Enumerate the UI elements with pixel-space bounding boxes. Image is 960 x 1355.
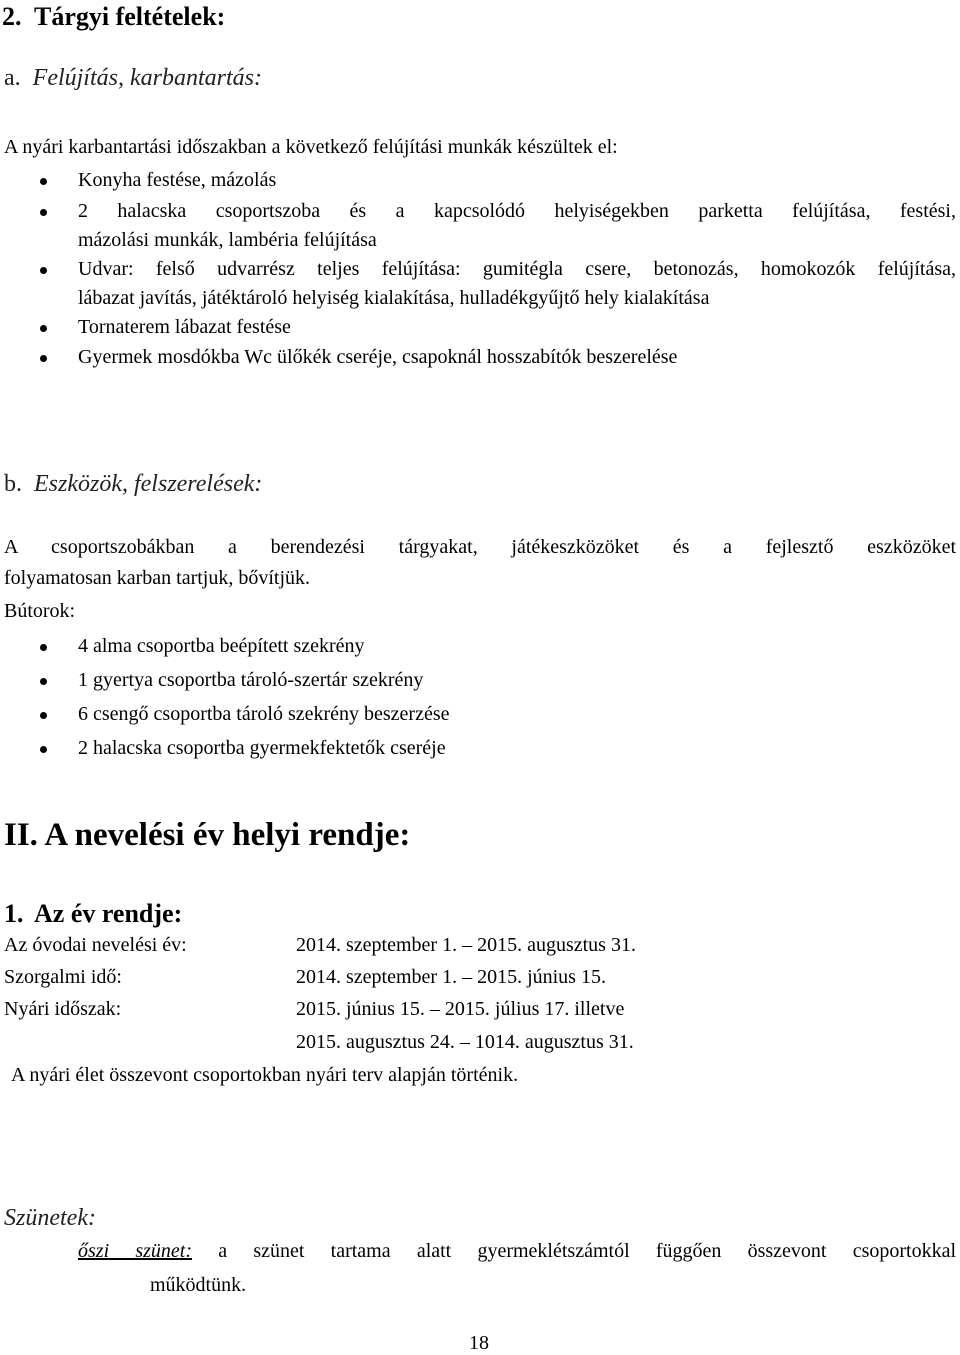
schedule-value: 2014. szeptember 1. – 2015. augusztus 31.	[296, 934, 636, 956]
year-heading-number: 1.	[4, 899, 24, 928]
schedule-value: 2015. június 15. – 2015. július 17. illetve	[296, 998, 625, 1020]
autumn-break-text: a szünet tartama alatt gyermeklétszámtól függően összevont csoportokkal	[218, 1240, 957, 1262]
list-item: 2 halacska csoportba gyermekfektetők cseréje	[78, 737, 446, 759]
autumn-break-term: őszi szünet:	[78, 1240, 193, 1262]
year-heading	[4, 899, 182, 929]
bullet-icon	[40, 678, 47, 685]
section-number: 2.	[2, 2, 22, 31]
furniture-label: Bútorok:	[4, 600, 76, 622]
bullet-icon	[40, 355, 47, 362]
schedule-value: 2015. augusztus 24. – 1014. augusztus 31.	[296, 1031, 634, 1053]
section-heading	[2, 2, 225, 32]
autumn-break-continuation: működtünk.	[150, 1274, 247, 1296]
breaks-label: Szünetek:	[4, 1205, 96, 1231]
chapter-heading: II. A nevelési év helyi rendje:	[4, 817, 411, 853]
schedule-label: Szorgalmi idő:	[4, 966, 122, 988]
subsection-letter: b.	[4, 471, 22, 497]
subsection-b-heading	[4, 470, 262, 498]
bullet-icon	[40, 325, 47, 332]
subsection-title: Eszközök, felszerelések:	[34, 471, 263, 497]
list-item: 1 gyertya csoportba tároló-szertár szekrény	[78, 669, 424, 691]
subsection-letter: a.	[4, 65, 21, 91]
list-item: 6 csengő csoportba tároló szekrény beszerzése	[78, 703, 450, 725]
intro-paragraph: A nyári karbantartási időszakban a következő felújítási munkák készültek el:	[4, 136, 618, 158]
list-item: Konyha festése, mázolás	[78, 169, 277, 191]
bullet-icon	[40, 712, 47, 719]
bullet-icon	[40, 267, 47, 274]
bullet-icon	[40, 644, 47, 651]
subsection-a-heading	[4, 64, 262, 92]
list-item: 2 halacska csoportszoba és a kapcsolódó helyiségekben parketta felújítása, festési,	[78, 200, 956, 222]
schedule-label: Az óvodai nevelési év:	[4, 934, 187, 956]
autumn-break	[78, 1239, 956, 1263]
section-title: Tárgyi feltételek:	[34, 2, 226, 31]
list-item-continuation: mázolási munkák, lambéria felújítása	[78, 229, 377, 251]
page-number: 18	[469, 1332, 489, 1354]
list-item: Gyermek mosdókba Wc ülőkék cseréje, csapoknál hosszabítók beszerelése	[78, 346, 678, 368]
bullet-icon	[40, 746, 47, 753]
year-heading-title: Az év rendje:	[34, 899, 183, 928]
list-item: Tornaterem lábazat festése	[78, 316, 291, 338]
equipment-paragraph: A csoportszobákban a berendezési tárgyakat, játékeszközöket és a fejlesztő eszközöket	[4, 536, 956, 558]
bullet-icon	[40, 178, 47, 185]
subsection-title: Felújítás, karbantartás:	[32, 65, 262, 91]
schedule-label: Nyári időszak:	[4, 998, 122, 1020]
summer-note: A nyári élet összevont csoportokban nyári terv alapján történik.	[11, 1064, 519, 1086]
equipment-paragraph-continuation: folyamatosan karban tartjuk, bővítjük.	[4, 567, 311, 589]
bullet-icon	[40, 209, 47, 216]
list-item: 4 alma csoportba beépített szekrény	[78, 635, 365, 657]
list-item-continuation: lábazat javítás, játéktároló helyiség kialakítása, hulladékgyűjtő hely kialakítása	[78, 287, 710, 309]
list-item: Udvar: felső udvarrész teljes felújítása: gumitégla csere, betonozás, homokozók felújítása,	[78, 258, 956, 280]
schedule-value: 2014. szeptember 1. – 2015. június 15.	[296, 966, 606, 988]
